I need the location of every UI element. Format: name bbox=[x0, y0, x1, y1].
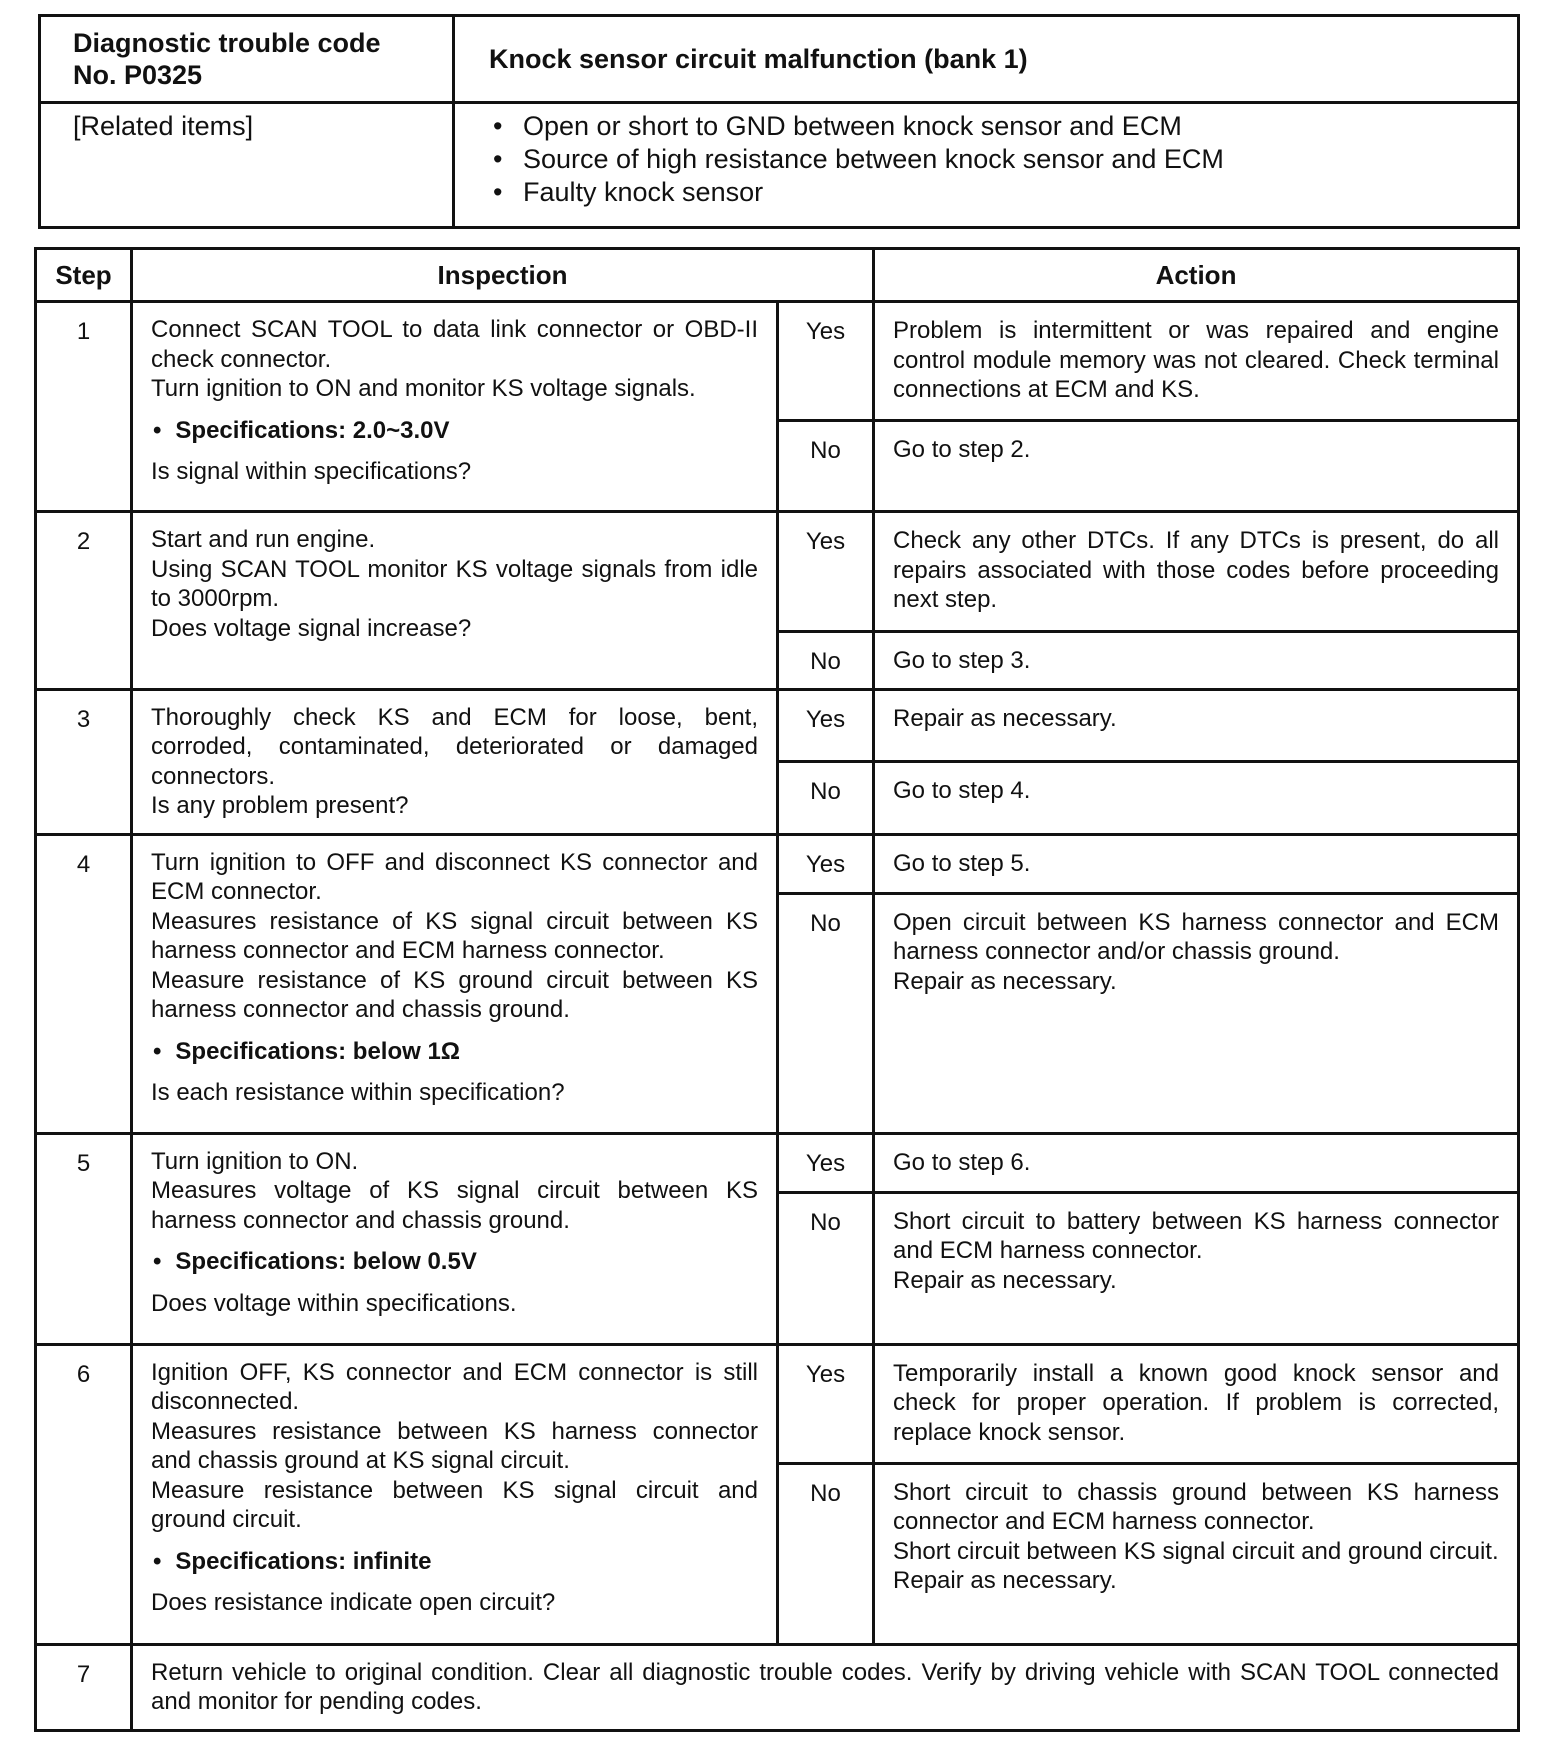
col-header-step: Step bbox=[36, 249, 132, 302]
yes-label: Yes bbox=[778, 1133, 874, 1192]
action-line: Repair as necessary. bbox=[893, 1567, 1117, 1594]
inspection-cell bbox=[132, 512, 778, 690]
no-action bbox=[874, 1192, 1519, 1344]
step-row-3 bbox=[36, 689, 1519, 762]
yes-label: Yes bbox=[778, 512, 874, 632]
inspection-line: Measures voltage of KS signal circuit between KS harness connector and chassis ground. bbox=[151, 1177, 758, 1234]
step-number: 3 bbox=[36, 689, 132, 834]
no-action: Go to step 4. bbox=[874, 762, 1519, 835]
no-label: No bbox=[778, 421, 874, 512]
inspection-line: Using SCAN TOOL monitor KS voltage signals from idle to 3000rpm. bbox=[151, 555, 758, 612]
inspection-question: Does voltage signal increase? bbox=[151, 614, 472, 642]
inspection-question: Is signal within specifications? bbox=[151, 458, 472, 485]
inspection-question: Does resistance indicate open circuit? bbox=[151, 1589, 556, 1616]
step-row-1 bbox=[36, 302, 1519, 421]
yes-action: Check any other DTCs. If any DTCs is present, do all repairs associated with those codes before proceeding next step. bbox=[874, 512, 1519, 632]
inspection-cell bbox=[132, 834, 778, 1133]
step-number: 6 bbox=[36, 1344, 132, 1644]
action-line: Repair as necessary. bbox=[893, 967, 1117, 995]
yes-label: Yes bbox=[778, 834, 874, 893]
inspection-question: Does voltage within specifications. bbox=[151, 1289, 517, 1317]
step-number: 2 bbox=[36, 512, 132, 690]
diagnostic-steps-table bbox=[34, 247, 1520, 1732]
inspection-line: Measure resistance between KS signal circuit and ground circuit. bbox=[151, 1476, 758, 1533]
yes-action: Go to step 5. bbox=[874, 834, 1519, 893]
step-row-7 bbox=[36, 1644, 1519, 1730]
yes-action: Temporarily install a known good knock sensor and check for proper operation. If problem is corrected, replace knock sensor. bbox=[874, 1344, 1519, 1463]
inspection-line: Turn ignition to OFF and disconnect KS connector and ECM connector. bbox=[151, 848, 758, 905]
no-action bbox=[874, 893, 1519, 1133]
step-number: 4 bbox=[36, 834, 132, 1133]
no-label: No bbox=[778, 632, 874, 690]
related-items-label: [Related items] bbox=[40, 103, 454, 228]
no-action: Go to step 2. bbox=[874, 421, 1519, 512]
action-line: Short circuit to chassis ground between KS harness connector and ECM harness connector. bbox=[893, 1478, 1499, 1535]
dtc-header-table bbox=[38, 14, 1520, 229]
related-items-cell bbox=[454, 103, 1519, 228]
inspection-line: Connect SCAN TOOL to data link connector or OBD-II check connector. bbox=[151, 316, 758, 373]
inspection-line: Ignition OFF, KS connector and ECM connector is still disconnected. bbox=[151, 1358, 758, 1415]
related-item: • Open or short to GND between knock sensor and ECM bbox=[523, 110, 1517, 143]
specification: • Specifications: below 0.5V bbox=[153, 1247, 758, 1277]
yes-action: Go to step 6. bbox=[874, 1133, 1519, 1192]
step-row-6 bbox=[36, 1344, 1519, 1463]
inspection-line: Turn ignition to ON and monitor KS voltage signals. bbox=[151, 375, 696, 402]
inspection-cell bbox=[132, 689, 778, 834]
no-label: No bbox=[778, 893, 874, 1133]
related-item: • Source of high resistance between knock sensor and ECM bbox=[523, 143, 1517, 176]
inspection-cell bbox=[132, 1133, 778, 1344]
inspection-line: Measures resistance of KS signal circuit between KS harness connector and ECM harness connector. bbox=[151, 907, 758, 964]
inspection-question: Is any problem present? bbox=[151, 792, 409, 819]
action-line: Open circuit between KS harness connector and ECM harness connector and/or chassis ground. bbox=[893, 908, 1499, 965]
specification: • Specifications: 2.0~3.0V bbox=[153, 416, 758, 446]
no-label: No bbox=[778, 1463, 874, 1644]
no-label: No bbox=[778, 762, 874, 835]
yes-label: Yes bbox=[778, 689, 874, 762]
final-step-text: Return vehicle to original condition. Clear all diagnostic trouble codes. Verify by driving vehicle with SCAN TOOL connected and monitor for pending codes. bbox=[132, 1644, 1519, 1730]
related-items-list bbox=[455, 104, 1517, 215]
inspection-line: Measure resistance of KS ground circuit between KS harness connector and chassis ground. bbox=[151, 966, 758, 1023]
step-row-2 bbox=[36, 512, 1519, 632]
step-number: 7 bbox=[36, 1644, 132, 1730]
no-action: Go to step 3. bbox=[874, 632, 1519, 690]
step-row-4 bbox=[36, 834, 1519, 893]
no-label: No bbox=[778, 1192, 874, 1344]
inspection-cell bbox=[132, 302, 778, 512]
yes-action: Problem is intermittent or was repaired and engine control module memory was not cleared. Check terminal connections at ECM and KS. bbox=[874, 302, 1519, 421]
action-line: Repair as necessary. bbox=[893, 1266, 1117, 1294]
action-line: Short circuit between KS signal circuit and ground circuit. bbox=[893, 1537, 1499, 1565]
yes-label: Yes bbox=[778, 1344, 874, 1463]
yes-label: Yes bbox=[778, 302, 874, 421]
no-action bbox=[874, 1463, 1519, 1644]
inspection-line: Turn ignition to ON. bbox=[151, 1147, 359, 1175]
specification: • Specifications: below 1Ω bbox=[153, 1037, 758, 1067]
inspection-line: Thoroughly check KS and ECM for loose, bent, corroded, contaminated, deteriorated or damaged connectors. bbox=[151, 703, 758, 790]
related-item: • Faulty knock sensor bbox=[523, 176, 1517, 209]
step-number: 5 bbox=[36, 1133, 132, 1344]
inspection-line: Measures resistance between KS harness connector and chassis ground at KS signal circuit. bbox=[151, 1417, 758, 1474]
table-header-row bbox=[36, 249, 1519, 302]
col-header-action: Action bbox=[874, 249, 1519, 302]
inspection-cell bbox=[132, 1344, 778, 1644]
inspection-line: Start and run engine. bbox=[151, 526, 376, 553]
inspection-question: Is each resistance within specification? bbox=[151, 1079, 565, 1106]
yes-action: Repair as necessary. bbox=[874, 689, 1519, 762]
step-number: 1 bbox=[36, 302, 132, 512]
col-header-inspection: Inspection bbox=[132, 249, 874, 302]
specification: • Specifications: infinite bbox=[153, 1547, 758, 1577]
dtc-title: Knock sensor circuit malfunction (bank 1) bbox=[454, 16, 1519, 103]
action-line: Short circuit to battery between KS harness connector and ECM harness connector. bbox=[893, 1207, 1499, 1264]
step-row-5 bbox=[36, 1133, 1519, 1192]
dtc-code-label: Diagnostic trouble code No. P0325 bbox=[40, 16, 454, 103]
